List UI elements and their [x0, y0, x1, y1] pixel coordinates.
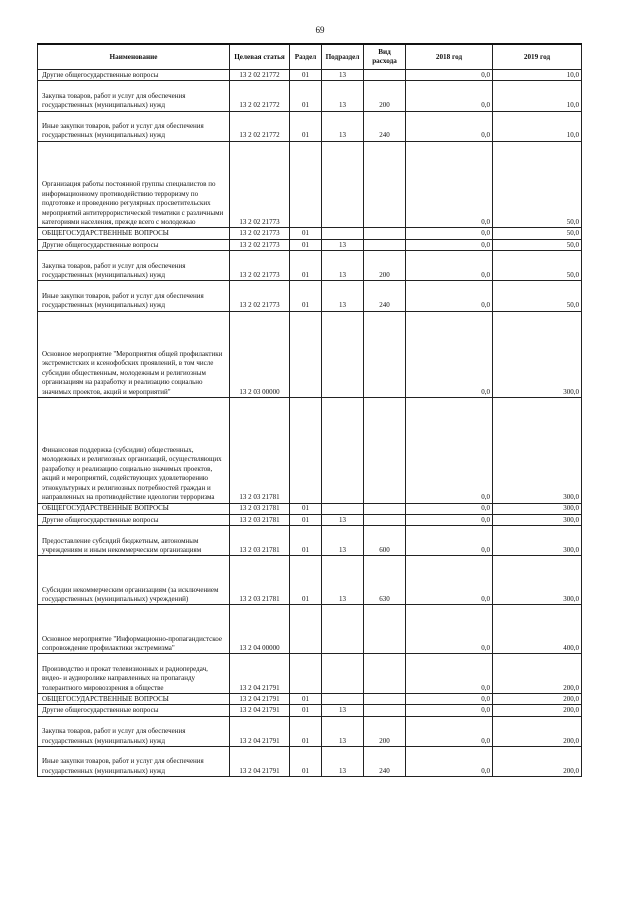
row-expense-type-cell: [364, 70, 406, 81]
row-2019-cell: 300,0: [493, 556, 582, 605]
row-section-cell: 01: [290, 70, 322, 81]
row-2018-cell: 0,0: [406, 70, 493, 81]
row-name-cell: ОБЩЕГОСУДАРСТВЕННЫЕ ВОПРОСЫ: [38, 228, 230, 239]
row-2018-cell: 0,0: [406, 605, 493, 654]
row-name-cell: Другие общегосударственные вопросы: [38, 70, 230, 81]
table-row: [38, 747, 582, 777]
budget-table: [37, 43, 582, 777]
row-2019-cell: 200,0: [493, 694, 582, 705]
page-number: 69: [315, 25, 325, 35]
row-expense-type-cell: [364, 228, 406, 239]
row-section-cell: 01: [290, 694, 322, 705]
row-expense-type-cell: 240: [364, 111, 406, 141]
table-row: [38, 239, 582, 250]
row-subsection-cell: 13: [322, 111, 364, 141]
row-code-cell: 13 2 02 21772: [230, 70, 290, 81]
header-section: Раздел: [290, 44, 322, 70]
row-section-cell: [290, 654, 322, 694]
row-expense-type-cell: [364, 141, 406, 228]
row-expense-type-cell: 630: [364, 556, 406, 605]
row-code-cell: 13 2 03 21781: [230, 503, 290, 514]
row-subsection-cell: [322, 141, 364, 228]
row-subsection-cell: 13: [322, 514, 364, 525]
row-code-cell: 13 2 03 00000: [230, 311, 290, 398]
row-subsection-cell: [322, 654, 364, 694]
row-code-cell: 13 2 02 21773: [230, 251, 290, 281]
row-2019-cell: 10,0: [493, 81, 582, 111]
table-row: [38, 111, 582, 141]
row-name-cell: Закупка товаров, работ и услуг для обеспечения государственных (муниципальных) нужд: [38, 716, 230, 746]
table-row: [38, 281, 582, 311]
row-code-cell: 13 2 04 21791: [230, 747, 290, 777]
row-section-cell: [290, 605, 322, 654]
row-section-cell: [290, 141, 322, 228]
row-subsection-cell: [322, 605, 364, 654]
row-2019-cell: 300,0: [493, 526, 582, 556]
row-name-cell: Финансовая поддержка (субсидии) общественных, молодежных и религиозных организаций, осуществляющих разработку и реализацию социально значимых проектов, акций и мероприятий, содействующих удовлетворению этнокультурных и религиозных потребностей граждан и направленных на противодействие идеологии терроризма: [38, 398, 230, 503]
table-row: [38, 503, 582, 514]
row-2018-cell: 0,0: [406, 747, 493, 777]
row-code-cell: 13 2 02 21772: [230, 81, 290, 111]
row-code-cell: 13 2 04 21791: [230, 716, 290, 746]
row-name-cell: Иные закупки товаров, работ и услуг для обеспечения государственных (муниципальных) нужд: [38, 281, 230, 311]
row-subsection-cell: 13: [322, 251, 364, 281]
table-row: [38, 716, 582, 746]
row-subsection-cell: 13: [322, 281, 364, 311]
row-expense-type-cell: [364, 503, 406, 514]
table-row: [38, 705, 582, 716]
table-row: [38, 605, 582, 654]
row-name-cell: Основное мероприятие "Мероприятия общей профилактики экстремистских и ксенофобских проявлений, в том числе субсидии общественным, молодежным и религиозным организациям на разработку и реализацию социально значимых проектов, акций и мероприятий": [38, 311, 230, 398]
row-2019-cell: 200,0: [493, 716, 582, 746]
row-2018-cell: 0,0: [406, 398, 493, 503]
table-row: [38, 526, 582, 556]
row-2018-cell: 0,0: [406, 716, 493, 746]
row-code-cell: 13 2 03 21781: [230, 526, 290, 556]
row-expense-type-cell: 240: [364, 281, 406, 311]
row-2018-cell: 0,0: [406, 239, 493, 250]
row-2018-cell: 0,0: [406, 654, 493, 694]
table-row: [38, 556, 582, 605]
row-code-cell: 13 2 03 21781: [230, 556, 290, 605]
row-name-cell: Иные закупки товаров, работ и услуг для обеспечения государственных (муниципальных) нужд: [38, 111, 230, 141]
row-name-cell: Закупка товаров, работ и услуг для обеспечения государственных (муниципальных) нужд: [38, 81, 230, 111]
table-row: [38, 398, 582, 503]
row-name-cell: Другие общегосударственные вопросы: [38, 514, 230, 525]
row-code-cell: 13 2 02 21773: [230, 141, 290, 228]
row-2019-cell: 200,0: [493, 654, 582, 694]
row-subsection-cell: [322, 228, 364, 239]
row-2019-cell: 300,0: [493, 398, 582, 503]
row-2019-cell: 200,0: [493, 705, 582, 716]
row-expense-type-cell: [364, 514, 406, 525]
row-2019-cell: 10,0: [493, 111, 582, 141]
row-code-cell: 13 2 02 21773: [230, 228, 290, 239]
table-row: [38, 70, 582, 81]
row-subsection-cell: 13: [322, 747, 364, 777]
table-row: [38, 228, 582, 239]
row-2018-cell: 0,0: [406, 311, 493, 398]
row-expense-type-cell: [364, 239, 406, 250]
row-2018-cell: 0,0: [406, 281, 493, 311]
row-2018-cell: 0,0: [406, 251, 493, 281]
header-name: Наименование: [38, 44, 230, 70]
row-section-cell: 01: [290, 228, 322, 239]
row-code-cell: 13 2 02 21773: [230, 281, 290, 311]
row-name-cell: Предоставление субсидий бюджетным, автономным учреждениям и иным некоммерческим организациям: [38, 526, 230, 556]
row-expense-type-cell: [364, 694, 406, 705]
row-name-cell: Организация работы постоянной группы специалистов по информационному противодействию терроризму по подготовке и проведению регулярных просветительских мероприятий антитеррористической тематики с различными категориями населения, прежде всего с молодежью: [38, 141, 230, 228]
row-section-cell: 01: [290, 556, 322, 605]
row-section-cell: [290, 311, 322, 398]
row-2019-cell: 300,0: [493, 311, 582, 398]
row-2019-cell: 50,0: [493, 239, 582, 250]
table-row: [38, 514, 582, 525]
header-expense-type: Вид расхода: [364, 44, 406, 70]
row-2019-cell: 300,0: [493, 503, 582, 514]
row-2018-cell: 0,0: [406, 503, 493, 514]
row-code-cell: 13 2 04 21791: [230, 694, 290, 705]
row-section-cell: 01: [290, 239, 322, 250]
row-subsection-cell: [322, 694, 364, 705]
row-subsection-cell: 13: [322, 716, 364, 746]
table-row: [38, 81, 582, 111]
row-subsection-cell: [322, 503, 364, 514]
row-section-cell: [290, 398, 322, 503]
row-subsection-cell: [322, 311, 364, 398]
row-name-cell: Производство и прокат телевизионных и радиопередач, видео- и аудиоролике направленных на пропаганду толерантного мировоззрения в обществе: [38, 654, 230, 694]
row-2019-cell: 50,0: [493, 141, 582, 228]
row-section-cell: 01: [290, 111, 322, 141]
row-expense-type-cell: [364, 654, 406, 694]
table-row: [38, 141, 582, 228]
row-name-cell: ОБЩЕГОСУДАРСТВЕННЫЕ ВОПРОСЫ: [38, 503, 230, 514]
header-subsection: Подраздел: [322, 44, 364, 70]
table-header-row: [38, 44, 582, 70]
row-2019-cell: 50,0: [493, 228, 582, 239]
row-subsection-cell: 13: [322, 239, 364, 250]
row-code-cell: 13 2 04 21791: [230, 654, 290, 694]
row-2019-cell: 50,0: [493, 251, 582, 281]
row-expense-type-cell: [364, 605, 406, 654]
row-name-cell: Иные закупки товаров, работ и услуг для обеспечения государственных (муниципальных) нужд: [38, 747, 230, 777]
row-expense-type-cell: 600: [364, 526, 406, 556]
row-code-cell: 13 2 04 00000: [230, 605, 290, 654]
row-2019-cell: 200,0: [493, 747, 582, 777]
row-name-cell: ОБЩЕГОСУДАРСТВЕННЫЕ ВОПРОСЫ: [38, 694, 230, 705]
row-section-cell: 01: [290, 503, 322, 514]
row-expense-type-cell: 200: [364, 81, 406, 111]
row-subsection-cell: [322, 398, 364, 503]
row-subsection-cell: 13: [322, 556, 364, 605]
row-section-cell: 01: [290, 81, 322, 111]
row-expense-type-cell: [364, 311, 406, 398]
row-section-cell: 01: [290, 716, 322, 746]
row-section-cell: 01: [290, 251, 322, 281]
table-row: [38, 251, 582, 281]
row-section-cell: 01: [290, 281, 322, 311]
row-2018-cell: 0,0: [406, 705, 493, 716]
row-2019-cell: 400,0: [493, 605, 582, 654]
row-code-cell: 13 2 03 21781: [230, 398, 290, 503]
row-2018-cell: 0,0: [406, 81, 493, 111]
row-code-cell: 13 2 03 21781: [230, 514, 290, 525]
header-2019: 2019 год: [493, 44, 582, 70]
row-2018-cell: 0,0: [406, 141, 493, 228]
row-code-cell: 13 2 04 21791: [230, 705, 290, 716]
table-row: [38, 311, 582, 398]
row-name-cell: Основное мероприятие "Информационно-пропагандистское сопровождение профилактики экстремизма": [38, 605, 230, 654]
row-expense-type-cell: 240: [364, 747, 406, 777]
row-subsection-cell: 13: [322, 70, 364, 81]
row-section-cell: 01: [290, 526, 322, 556]
row-subsection-cell: 13: [322, 526, 364, 556]
row-section-cell: 01: [290, 705, 322, 716]
row-subsection-cell: 13: [322, 81, 364, 111]
row-2018-cell: 0,0: [406, 694, 493, 705]
row-name-cell: Другие общегосударственные вопросы: [38, 239, 230, 250]
row-name-cell: Другие общегосударственные вопросы: [38, 705, 230, 716]
table-row: [38, 694, 582, 705]
row-expense-type-cell: 200: [364, 716, 406, 746]
row-code-cell: 13 2 02 21773: [230, 239, 290, 250]
table-row: [38, 654, 582, 694]
row-2019-cell: 50,0: [493, 281, 582, 311]
row-expense-type-cell: 200: [364, 251, 406, 281]
row-expense-type-cell: [364, 398, 406, 503]
header-2018: 2018 год: [406, 44, 493, 70]
row-name-cell: Субсидии некоммерческим организациям (за исключением государственных (муниципальных) учреждений): [38, 556, 230, 605]
row-2018-cell: 0,0: [406, 111, 493, 141]
row-section-cell: 01: [290, 514, 322, 525]
row-2018-cell: 0,0: [406, 514, 493, 525]
row-subsection-cell: 13: [322, 705, 364, 716]
row-code-cell: 13 2 02 21772: [230, 111, 290, 141]
row-2018-cell: 0,0: [406, 556, 493, 605]
row-name-cell: Закупка товаров, работ и услуг для обеспечения государственных (муниципальных) нужд: [38, 251, 230, 281]
row-2018-cell: 0,0: [406, 526, 493, 556]
row-section-cell: 01: [290, 747, 322, 777]
row-2019-cell: 10,0: [493, 70, 582, 81]
row-2018-cell: 0,0: [406, 228, 493, 239]
header-code: Целевая статья: [230, 44, 290, 70]
row-2019-cell: 300,0: [493, 514, 582, 525]
row-expense-type-cell: [364, 705, 406, 716]
